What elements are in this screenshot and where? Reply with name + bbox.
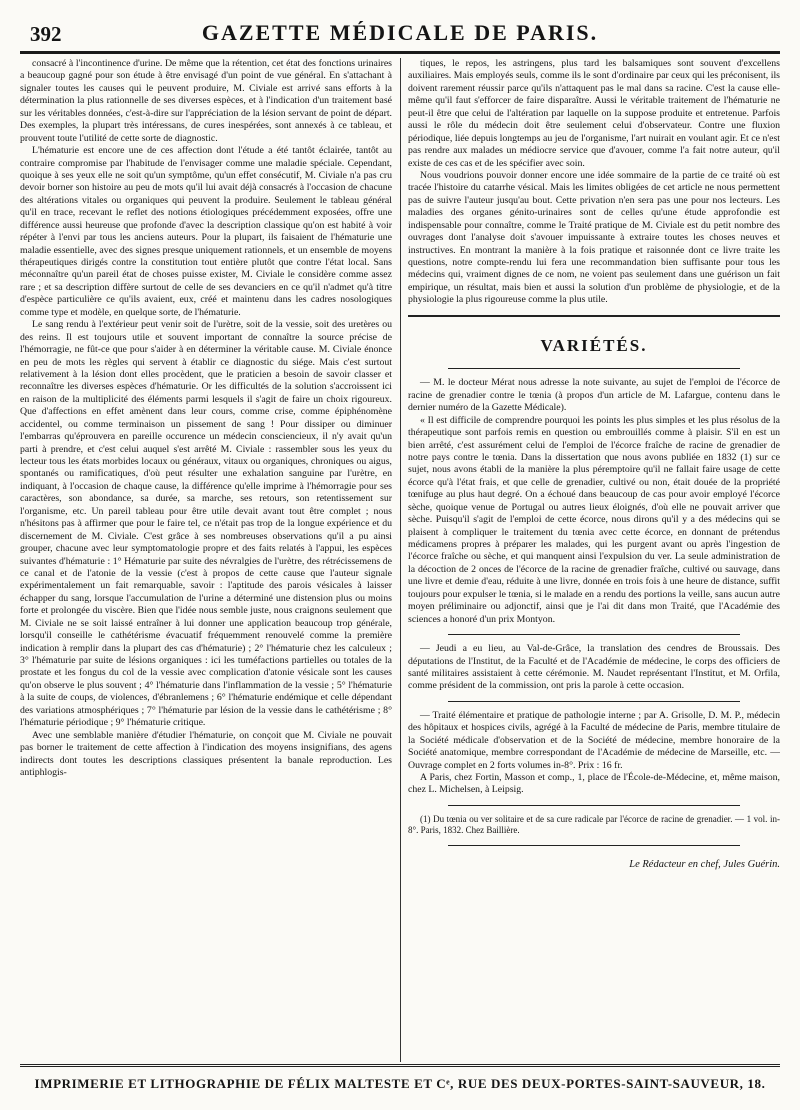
page-title: GAZETTE MÉDICALE DE PARIS. [201, 20, 599, 45]
paragraph: Le sang rendu à l'extérieur peut venir soit de l'urètre, soit de la vessie, soit des uretères ou des reins. Il est toujours utile et souvent important de connaître la source précise de l'hémorragie, ne fût-ce que pour s'aider à en déterminer la véritable cause. M. Civiale énonce en peu de mots les règles qui servent à établir ce diagnostic du siége. Mais c'est surtout relativement à la lésion dont elles procèdent, que le praticien a besoin de savoir classer et reconnaître les diverses espèces d'hématurie. Or les difficultés de la solution s'accroissent ici en raison de la multiplicité des éléments parmi lesquels il s'agit de faire un choix rigoureux. Que d'affections en effet amènent dans leur cours, comme crise, comme épiphénomène accidentel, ou comme terminaison un pissement de sang ! Pour dissiper ou diminuer l'embarras qu'éprouvera en pareille occurence un médecin consciencieux, il n'y avait qu'un parti à prendre, et c'est celui auquel s'est arrêté M. Civiale : rassembler sous les yeux du lecteur tous les états morbides locaux ou généraux, vitaux ou organiques, chroniques ou aigus, spontanés ou ramificatiques, d'où peut résulter une exhalation sanguine par l'urètre, en indiquant, à l'occasion de chaque cause, la différence qu'elle imprime à l'hémorragie pour ses caractères, son abondance, sa durée, sa marche, ses retours, son retentissement sur l'organisme, etc. Un pareil tableau pour être utile devait avant tout être complet ; nous n'hésitons pas à affirmer que pour le faire tel, ce n'était pas trop de la longue expérience et du discernement de M. Civiale. C'est grâce à ses nombreuses observations qu'il a pu ainsi grouper, chacune avec leur symptomatologie propre et des faits relatés à l'appui, les espèces suivantes d'hématurie : 1° Hématurie par suite des névralgies de l'urètre, des rétrécissemens de ce canal et de l'atonie de la vessie (c'est à propos de cette cause que l'auteur signale expérimentalement un fait remarquable, savoir : l'aptitude des parois vésicales à laisser échapper du sang, lorsque l'accumulation de l'urine a déterminé une distension plus ou moins forte et prolongée du viscère. Bien que l'idée nous semble juste, nous craignons seulement que M. Civiale ne se soit laissé entraîner à lui donner une application beaucoup trop générale, lorsqu'il conseille le cathétérisme évacuatif fréquemment renouvelé comme la première indication à remplir dans la plupart des cas d'hématurie) ; 2° l'hématurie chez les calculeux ; 3° l'hématurie par suite de lésions organiques : ici les tuméfactions partielles ou totales de la prostate et les fongus du col de la vessie avec complication d'atonie vésicale sont les causes qu'on observe le plus souvent ; 4° l'hématurie dans l'inflammation de la vessie ; 5° l'hématurie à la suite de coups, de violences, d'ébranlemens ; 6° l'hématurie endémique et celle dépendant des variations atmosphériques ; 7° l'hématurie par lésion de la vessie dans le cathétérisme ; 8° l'hématurie périodique ; 9° l'hématurie critique. [20, 319, 392, 729]
left-column [20, 58, 392, 1062]
section-rule-short [448, 368, 740, 369]
section-heading: VARIÉTÉS. [540, 335, 648, 355]
article-columns [20, 58, 780, 1062]
paragraph: — M. le docteur Mérat nous adresse la note suivante, au sujet de l'emploi de l'écorce de racine de grenadier contre le tœnia (à propos d'un article de M. Lafargue, contenu dans le dernier numéro de la Gazette Médicale). [408, 377, 780, 414]
page-number: 392 [30, 22, 62, 46]
paragraph: — Traité élémentaire et pratique de pathologie interne ; par A. Grisolle, D. M. P., médecin des hôpitaux et hospices civils, agrégé à la Faculté de médecine de Paris, membre titulaire de la Société médicale d'observation et de la Société de médecine, membre honoraire de la Société anatomique, membre correspondant de l'Académie de médecine de Marseille, etc. — Ouvrage complet en 2 forts volumes in-8°. Prix : 16 fr. [408, 709, 780, 771]
paragraph: A Paris, chez Fortin, Masson et comp., 1, place de l'École-de-Médecine, et, même maison, chez L. Michelsen, à Leipsig. [408, 772, 780, 796]
paragraph: Nous voudrions pouvoir donner encore une idée sommaire de la partie de ce traité où est tracée l'histoire du catarrhe vésical. Mais les limites obligées de cet article ne nous permettent pas de suivre l'auteur jusqu'au bout. Cette privation n'en sera pas une pour nos lecteurs. Les maladies des organes génito-urinaires sont de celles qu'une étude approfondie est indispensable pour connaître, comme le Traité pratique de M. Civiale est du petit nombre des ouvrages dont l'analyse doit s'avouer impuissante à extraire toutes les choses neuves et instructives. En montrant la manière à la fois pratique et raisonnée dont ce livre traite les questions, notre compte-rendu lui fera une recommandation bien suffisante pour tous les médecins qui, vraiment dignes de ce nom, ne voient pas seulement dans une guérison un fait empirique, un résultat, mais bien et aussi la solution d'un problème de physiologie, et de la physiologie la plus rigoureuse comme la plus utile. [408, 169, 780, 306]
signature: Le Rédacteur en chef, Jules Guérin. [629, 858, 780, 870]
paragraph: L'hématurie est encore une de ces affection dont l'étude a été tantôt éclairée, tantôt au contraire compromise par l'habitude de l'envisager comme une maladie spéciale. Cependant, quoique à ses yeux elle ne soit qu'un symptôme, qu'un effet consécutif, M. Civiale n'a pas cru devoir borner son histoire au peu de mots qu'il lui avait déjà consacrés à l'occasion de chacune des altérations vitales ou organiques qui peuvent la produire. Seulement le tableau général qu'il en trace, recevant le reflet des notions étiologiques précédemment exposées, offre une différence aussi heureuse que profonde d'avec la description classique qu'on est habité à voir répéter à l'envi par tous les anciens auteurs. Pour la plupart, ils faisaient de l'hématurie une maladie essentielle, avec des signes presque uniquement rationnels, et un ensemble de moyens thérapeutiques dirigés contre la constitution tout entière plutôt que contre l'état local. Sans méconnaître qu'un pareil état de choses puisse exister, M. Civiale le considère comme assez rare ; et sa description diffère surtout de celle de ses devanciers en ce qu'il n'admet qu'à titre d'espèce particulière ce qu'ils avaient, eux, créé et maintenu dans les cadres nosologiques comme type et modèle, en quelque sorte, de l'hématurie. [20, 145, 392, 318]
footnote-rule [448, 805, 740, 806]
footnote: (1) Du tœnia ou ver solitaire et de sa cure radicale par l'écorce de racine de grenadier. — 1 vol. in-8°. Paris, 1832. Chez Baillière. [408, 813, 780, 836]
paragraph: consacré à l'incontinence d'urine. De même que la rétention, cet état des fonctions urinaires a beaucoup gagné pour son étude à être envisagé d'un point de vue général. En s'attachant à signaler toutes les causes qui le peuvent produire, M. Civiale est arrivé sans efforts à la détermination la plus rationnelle de ses diverses espèces, et à l'indication d'un traitement basé sur les véritables données, c'est-à-dire sur l'appréciation de la lésion servant de point de départ. Des exemples, la plupart très intéressans, de cures inespérées, sont annexés à ce tableau, et prouvent toute l'utilité de cette sorte de diagnostic. [20, 58, 392, 144]
paragraph: — Jeudi a eu lieu, au Val-de-Grâce, la translation des cendres de Broussais. Des députations de l'Institut, de la Faculté et de l'Académie de médecine, le corps des officiers de santé militaires assistaient à cette cérémonie. M. Naudet représentant l'Institut, et M. Orfila, comme président de la commission, ont pris la parole à cette occasion. [408, 643, 780, 692]
signature-rule [448, 845, 740, 846]
column-divider [400, 58, 401, 1062]
printer-imprint: IMPRIMERIE ET LITHOGRAPHIE DE FÉLIX MALTESTE ET Cᵉ, RUE DES DEUX-PORTES-SAINT-SAUVEUR, 18. [20, 1064, 780, 1092]
newspaper-page [20, 14, 780, 1096]
section-rule [408, 315, 780, 317]
paragraph: tiques, le repos, les astringens, plus tard les balsamiques sont souvent d'excellens auxiliaires. Mais employés seuls, comme ils le sont d'ordinaire par ceux qui les préconisent, ils doivent rarement réussir parce qu'ils n'attaquent pas le mal dans sa racine. C'est la cause elle-même qu'il faut s'efforcer de faire disparaître. Aussi le véritable traitement de l'hématurie ne peut-il être que celui de l'altération par laquelle on la suppose produite et entretenue. Parfois aussi le rôle du médecin doit être seulement celui d'observateur. Contre une fluxion périodique, liée depuis longtemps au jeu de l'organisme, l'art nuirait en voulant agir. Et ce n'est pas rendre aux malades un médiocre service que d'avouer, comme l'a fait notre auteur, qu'il existe de ces cas et de les spécifier avec soin. [408, 58, 780, 169]
paragraph: Avec une semblable manière d'étudier l'hématurie, on conçoit que M. Civiale ne pouvait pas borner le traitement de cette affection à l'indication des moyens insignifians, des agens indirects dont toutes les descriptions classiques présentent la banale reproduction. Les antiphlogis- [20, 729, 392, 778]
paragraph: « Il est difficile de comprendre pourquoi les points les plus simples et les plus résolus de la thérapeutique sont parfois remis en question ou embrouillés comme à plaisir. S'il en est un bien arrêté, c'est assurément celui de l'emploi de l'écorce fraîche de racine de grenadier de notre pays contre le tœnia. Dans la dissertation que nous avons publiée en 1832 (1) sur ce sujet, nous avons établi de la manière la plus péremptoire qu'il ne fallait faire usage de cette écorce qu'à l'état frais, et que celle de grenadier, cultivé ou non, était douée de la propriété tœnifuge au plus haut degré. On a échoué dans beaucoup de cas pour avoir employé l'écorce sèche, quoique venue de Portugal ou autres lieux éloignés, d'où elle ne pouvait arriver que sèche. Puisqu'il s'agit de l'emploi de cette écorce, nous dirons qu'il y a des médecins qui se plaisent à compliquer le traitement du tœnia avec cette écorce, en donnant de prétendus médicamens propres à préparer les malades, qui les purgent avant ou après l'ingestion de l'écorce fraîche ou sèche, et qui manquent ainsi l'expulsion du ver. La seule administration de la décoction de 2 onces de l'écorce de la racine de grenadier fraîche, cultivé ou sauvage, dans une livre et demie d'eau, réduite à une livre, donnée en trois fois à une heure de distance, suffit toujours pour expulser le tœnia, si le malade en a rendu des portions la veille, sans aucun autre moyen préliminaire ou adjonctif, ainsi que je l'ai dit dans mon Traité, que l'Académie des sciences a honoré d'un prix Montyon. [408, 414, 780, 625]
right-column [408, 58, 780, 1062]
divider-rule [448, 634, 740, 635]
divider-rule [448, 701, 740, 702]
page-header [20, 14, 780, 48]
header-rule [20, 51, 780, 54]
